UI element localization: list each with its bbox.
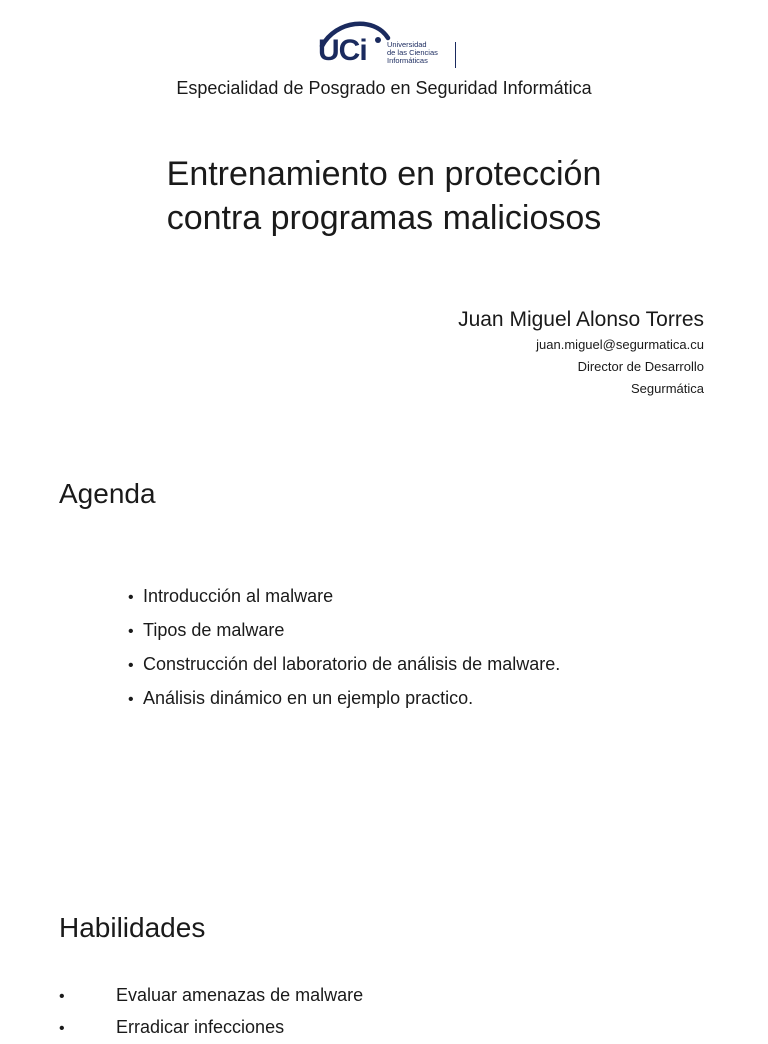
- author-role: Director de Desarrollo: [577, 359, 704, 374]
- skill-item-text: Erradicar infecciones: [116, 1017, 285, 1037]
- bullet-icon: •: [59, 1020, 65, 1037]
- logo-line-1: Universidad: [387, 40, 427, 49]
- list-item: [59, 1012, 363, 1044]
- agenda-item-text: Construcción del laboratorio de análisis de malware.: [143, 654, 561, 674]
- skills-list: [59, 980, 363, 1044]
- skills-heading: Habilidades: [59, 912, 206, 943]
- agenda-heading: Agenda: [59, 478, 156, 509]
- list-item: [128, 648, 560, 682]
- agenda-item-text: Introducción al malware: [143, 586, 334, 606]
- logo-text: [387, 41, 438, 65]
- agenda-item-text: Análisis dinámico en un ejemplo practico.: [143, 688, 474, 708]
- bullet-icon: •: [128, 589, 134, 606]
- presentation-title: [0, 152, 768, 240]
- list-item: [128, 614, 560, 648]
- agenda-list: [128, 580, 560, 716]
- list-item: [59, 980, 363, 1012]
- logo-line-3: Informáticas: [387, 56, 428, 65]
- agenda-item-text: Tipos de malware: [143, 620, 285, 640]
- author-name: Juan Miguel Alonso Torres: [458, 308, 704, 331]
- author-block: [458, 306, 704, 400]
- bullet-icon: •: [128, 691, 134, 708]
- uci-logo: [316, 18, 466, 72]
- author-email: juan.miguel@segurmatica.cu: [536, 337, 704, 352]
- bullet-icon: •: [128, 657, 134, 674]
- agenda-slide: [0, 440, 768, 880]
- list-item: [128, 682, 560, 716]
- bullet-icon: •: [128, 623, 134, 640]
- skill-item-text: Evaluar amenazas de malware: [116, 985, 364, 1005]
- logo-line-2: de las Ciencias: [387, 48, 438, 57]
- list-item: [128, 580, 560, 614]
- bullet-icon: •: [59, 988, 65, 1005]
- author-organization: Segurmática: [631, 381, 704, 396]
- skills-slide: [0, 880, 768, 1037]
- title-line-1: Entrenamiento en protección: [166, 155, 602, 193]
- title-slide: [0, 0, 768, 440]
- title-line-2: contra programas maliciosos: [166, 199, 602, 237]
- logo-mark: UCi: [318, 34, 367, 67]
- logo-divider: [455, 42, 456, 68]
- program-subtitle: Especialidad de Posgrado en Seguridad Informática: [176, 78, 592, 98]
